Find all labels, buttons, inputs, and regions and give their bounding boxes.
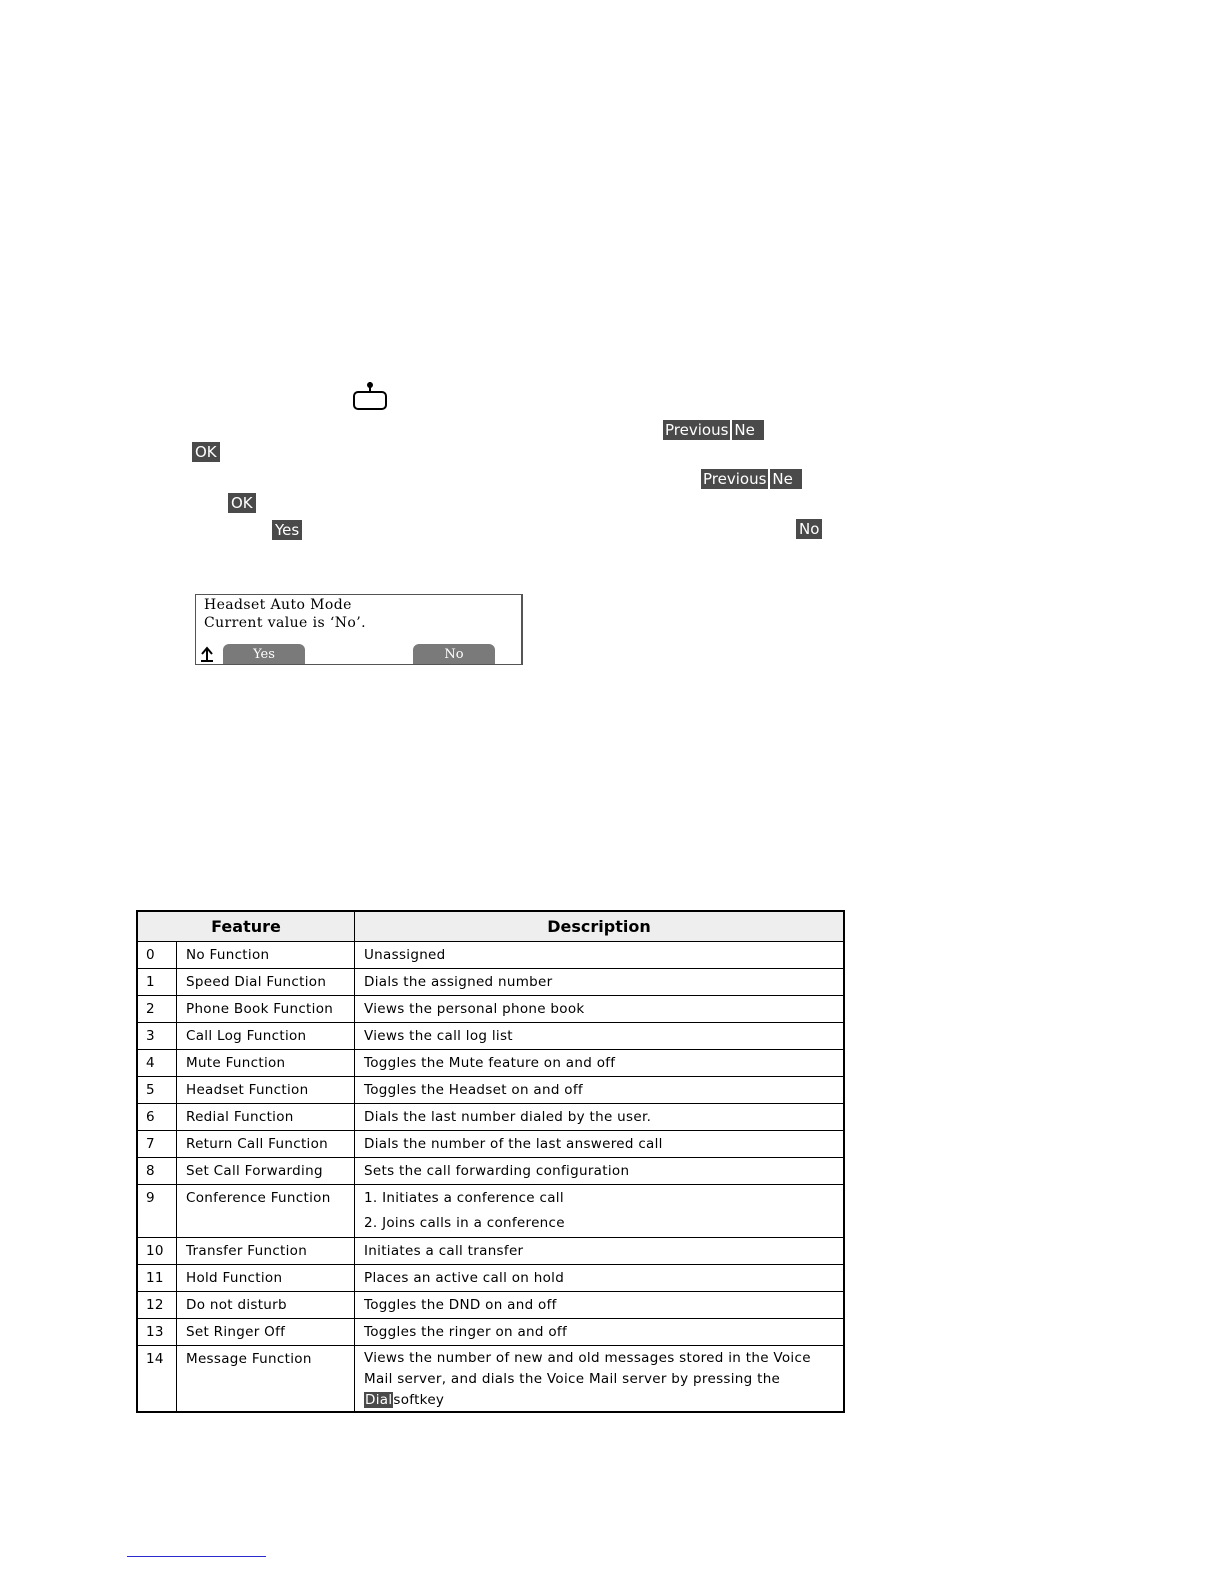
feature-number: 8 bbox=[137, 1158, 177, 1185]
lcd-no-key: No bbox=[413, 644, 495, 664]
description-after: softkey bbox=[393, 1392, 445, 1408]
table-row bbox=[137, 1292, 844, 1319]
ok-softkey: OK bbox=[192, 442, 220, 462]
lcd-screen bbox=[195, 594, 523, 665]
feature-number: 12 bbox=[137, 1292, 177, 1319]
feature-number: 13 bbox=[137, 1319, 177, 1346]
table-row bbox=[137, 1265, 844, 1292]
previous-next-softkeys bbox=[701, 469, 802, 489]
feature-number: 0 bbox=[137, 942, 177, 969]
feature-number: 5 bbox=[137, 1077, 177, 1104]
menu-setting-icon bbox=[352, 380, 388, 412]
description-line: Dials the last number dialed by the user. bbox=[364, 1109, 652, 1125]
feature-number: 10 bbox=[137, 1238, 177, 1265]
feature-description bbox=[355, 1238, 845, 1265]
feature-description bbox=[355, 1185, 845, 1238]
feature-number: 3 bbox=[137, 1023, 177, 1050]
feature-description bbox=[355, 1077, 845, 1104]
lcd-yes-key: Yes bbox=[223, 644, 305, 664]
description-line: Unassigned bbox=[364, 947, 446, 963]
header-description: Description bbox=[355, 911, 845, 942]
feature-description bbox=[355, 1104, 845, 1131]
feature-name: Set Ringer Off bbox=[177, 1319, 355, 1346]
feature-name: Phone Book Function bbox=[177, 996, 355, 1023]
feature-name: Return Call Function bbox=[177, 1131, 355, 1158]
lcd-current-value: Current value is ‘No’. bbox=[204, 615, 366, 631]
feature-number: 9 bbox=[137, 1185, 177, 1238]
description-text bbox=[364, 1348, 843, 1411]
description-line: 1. Initiates a conference call bbox=[364, 1190, 564, 1206]
description-line: Initiates a call transfer bbox=[364, 1243, 524, 1259]
feature-name: No Function bbox=[177, 942, 355, 969]
table-row bbox=[137, 1077, 844, 1104]
previous-softkey: Previous bbox=[703, 470, 767, 488]
lcd-softkey-bar bbox=[196, 644, 521, 664]
feature-description bbox=[355, 1131, 845, 1158]
table-row bbox=[137, 1050, 844, 1077]
description-line: Views the personal phone book bbox=[364, 1001, 585, 1017]
dial-softkey: Dial bbox=[365, 1392, 393, 1408]
feature-description bbox=[355, 942, 845, 969]
table-row bbox=[137, 1319, 844, 1346]
feature-description bbox=[355, 1319, 845, 1346]
description-line: Toggles the Headset on and off bbox=[364, 1082, 583, 1098]
previous-softkey: Previous bbox=[665, 421, 729, 439]
feature-name: Headset Function bbox=[177, 1077, 355, 1104]
feature-table bbox=[136, 910, 845, 1413]
next-softkey: Ne bbox=[732, 420, 764, 440]
feature-description bbox=[355, 996, 845, 1023]
description-line: Toggles the DND on and off bbox=[364, 1297, 557, 1313]
header-feature: Feature bbox=[137, 911, 355, 942]
description-before: Views the number of new and old messages stored in the Voice Mail server, and dials the Voice Mail server by pressing the bbox=[364, 1350, 811, 1387]
feature-description bbox=[355, 1265, 845, 1292]
up-arrow-icon bbox=[198, 646, 216, 662]
feature-number: 2 bbox=[137, 996, 177, 1023]
description-line: Dials the number of the last answered call bbox=[364, 1136, 663, 1152]
table-row bbox=[137, 996, 844, 1023]
feature-number: 1 bbox=[137, 969, 177, 996]
description-line: Sets the call forwarding configuration bbox=[364, 1163, 630, 1179]
feature-name: Transfer Function bbox=[177, 1238, 355, 1265]
description-line: Toggles the Mute feature on and off bbox=[364, 1055, 616, 1071]
table-row bbox=[137, 1238, 844, 1265]
table-row bbox=[137, 942, 844, 969]
feature-number: 11 bbox=[137, 1265, 177, 1292]
table-row bbox=[137, 1158, 844, 1185]
description-line: Places an active call on hold bbox=[364, 1270, 565, 1286]
table-row bbox=[137, 1104, 844, 1131]
feature-description bbox=[355, 1023, 845, 1050]
description-line: Dials the assigned number bbox=[364, 974, 553, 990]
footer-link-underline bbox=[127, 1556, 266, 1557]
feature-name: Set Call Forwarding bbox=[177, 1158, 355, 1185]
feature-number: 4 bbox=[137, 1050, 177, 1077]
table-row bbox=[137, 1346, 844, 1413]
table-row bbox=[137, 969, 844, 996]
table-row bbox=[137, 1185, 844, 1238]
feature-name: Redial Function bbox=[177, 1104, 355, 1131]
feature-name: Mute Function bbox=[177, 1050, 355, 1077]
table-header-row bbox=[137, 911, 844, 942]
feature-number: 6 bbox=[137, 1104, 177, 1131]
table-row bbox=[137, 1023, 844, 1050]
feature-name: Message Function bbox=[177, 1346, 355, 1413]
description-line: Views the call log list bbox=[364, 1028, 513, 1044]
feature-number: 14 bbox=[137, 1346, 177, 1413]
feature-description bbox=[355, 1292, 845, 1319]
description-line: 2. Joins calls in a conference bbox=[364, 1215, 565, 1231]
feature-number: 7 bbox=[137, 1131, 177, 1158]
no-softkey: No bbox=[796, 519, 822, 539]
feature-name: Call Log Function bbox=[177, 1023, 355, 1050]
feature-name: Speed Dial Function bbox=[177, 969, 355, 996]
description-line: Toggles the ringer on and off bbox=[364, 1324, 568, 1340]
feature-description bbox=[355, 1050, 845, 1077]
feature-description bbox=[355, 1158, 845, 1185]
ok-softkey: OK bbox=[228, 493, 256, 513]
lcd-title: Headset Auto Mode bbox=[204, 597, 352, 613]
feature-description bbox=[355, 969, 845, 996]
table-row bbox=[137, 1131, 844, 1158]
yes-softkey: Yes bbox=[272, 520, 302, 540]
feature-name: Hold Function bbox=[177, 1265, 355, 1292]
feature-name: Do not disturb bbox=[177, 1292, 355, 1319]
feature-description bbox=[355, 1346, 845, 1413]
feature-name: Conference Function bbox=[177, 1185, 355, 1238]
next-softkey: Ne bbox=[770, 469, 802, 489]
previous-next-softkeys bbox=[663, 420, 764, 440]
